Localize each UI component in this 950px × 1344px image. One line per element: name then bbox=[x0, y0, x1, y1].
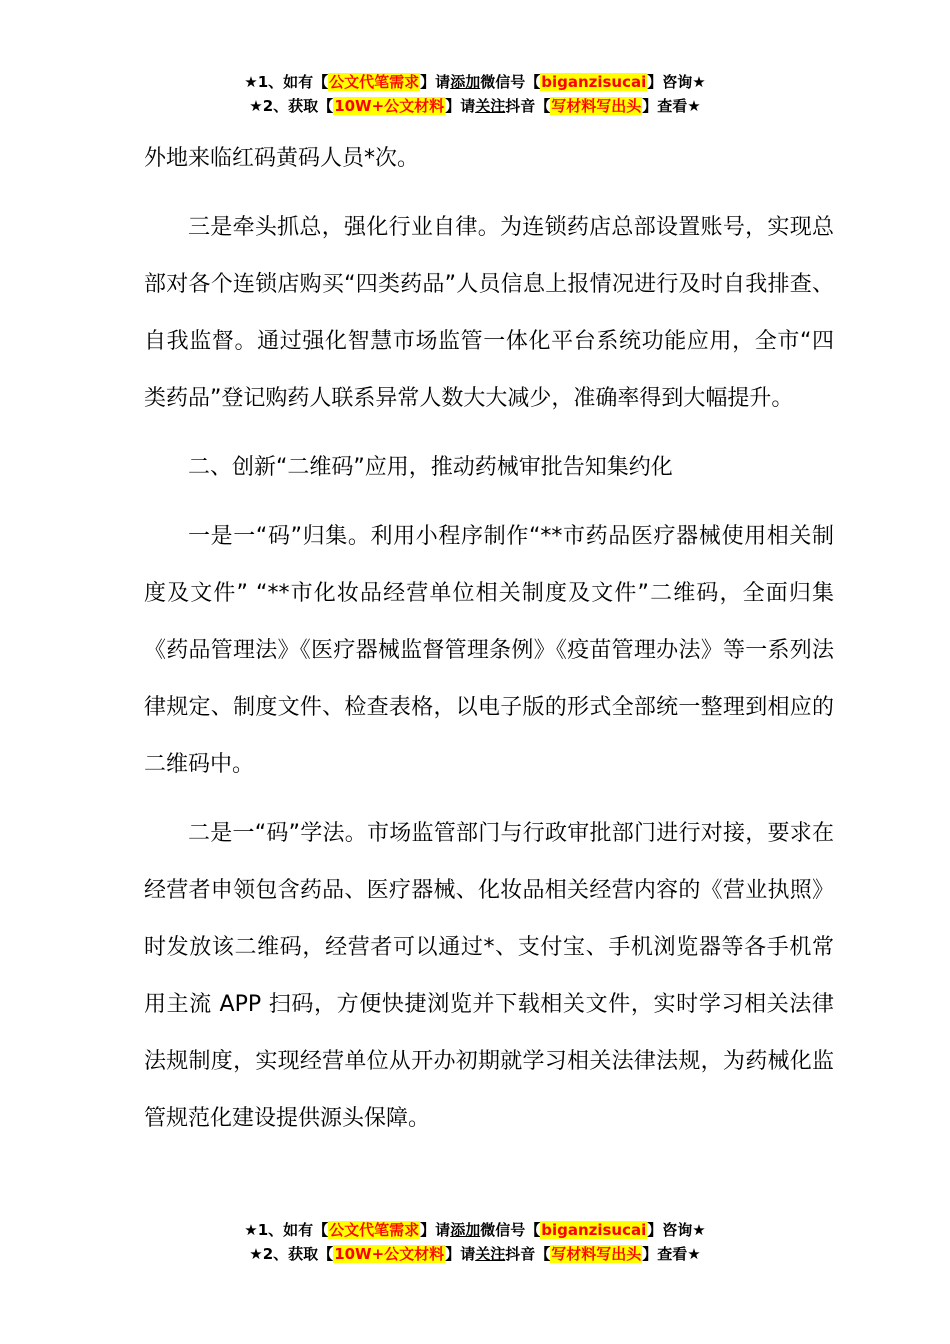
banner-text: 】咨询★ bbox=[647, 1221, 706, 1239]
banner-text: 微信号【 bbox=[480, 1221, 541, 1239]
banner-text: ★2、获取【 bbox=[249, 97, 334, 115]
banner-underline: 关注 bbox=[475, 1245, 506, 1263]
banner-line-2 bbox=[0, 1242, 950, 1266]
banner-text: 微信号【 bbox=[480, 73, 541, 91]
banner-text: 】请 bbox=[420, 73, 451, 91]
section-heading: 二、创新“二维码”应用，推动药械审批告知集约化 bbox=[188, 455, 673, 480]
banner-highlight: biganzisucai bbox=[541, 73, 647, 91]
document-body bbox=[144, 130, 834, 1147]
banner-text: 】请 bbox=[445, 1245, 476, 1263]
banner-text: ★2、获取【 bbox=[249, 1245, 334, 1263]
banner-highlight: 写材料写出头 bbox=[551, 1245, 642, 1263]
banner-text: 】查看★ bbox=[642, 1245, 701, 1263]
banner-underline: 添加 bbox=[450, 1221, 481, 1239]
banner-highlight: 10W+公文材料 bbox=[334, 97, 445, 115]
paragraph: 一是一“码”归集。利用小程序制作“**市药品医疗器械使用相关制度及文件” “**市化妆品经营单位相关制度及文件”二维码，全面归集《药品管理法》《医疗器械监督管理条例》《疫苗管理办法》等一系列法律规定、制度文件、检查表格，以电子版的形式全部统一整理到相应的二维码中。 bbox=[144, 524, 834, 777]
banner-underline: 关注 bbox=[475, 97, 506, 115]
banner-highlight: 公文代笔需求 bbox=[329, 1221, 420, 1239]
banner-underline: 添加 bbox=[450, 73, 481, 91]
header-banner bbox=[0, 70, 950, 118]
banner-line-2 bbox=[0, 94, 950, 118]
banner-text: ★1、如有【 bbox=[244, 1221, 329, 1239]
paragraph: 三是牵头抓总，强化行业自律。为连锁药店总部设置账号，实现总部对各个连锁店购买“四类药品”人员信息上报情况进行及时自我排查、自我监督。通过强化智慧市场监管一体化平台系统功能应用，全市“四类药品”登记购药人联系异常人数大大减少，准确率得到大幅提升。 bbox=[144, 215, 834, 411]
paragraph: 二是一“码”学法。市场监管部门与行政审批部门进行对接，要求在经营者申领包含药品、医疗器械、化妆品相关经营内容的《营业执照》时发放该二维码，经营者可以通过*、支付宝、手机浏览器等各手机常用主流 APP 扫码，方便快捷浏览并下载相关文件，实时学习相关法律法规制度，实现经营单位从开办初期就学习相关法律法规，为药械化监管规范化建设提供源头保障。 bbox=[144, 821, 834, 1131]
banner-text: 】咨询★ bbox=[647, 73, 706, 91]
banner-line-1 bbox=[0, 1218, 950, 1242]
banner-highlight: biganzisucai bbox=[541, 1221, 647, 1239]
banner-text: 抖音【 bbox=[505, 97, 551, 115]
banner-text: 】查看★ bbox=[642, 97, 701, 115]
banner-highlight: 公文代笔需求 bbox=[329, 73, 420, 91]
paragraph: 外地来临红码黄码人员*次。 bbox=[144, 146, 420, 171]
banner-text: 】请 bbox=[420, 1221, 451, 1239]
banner-highlight: 写材料写出头 bbox=[551, 97, 642, 115]
banner-text: 抖音【 bbox=[505, 1245, 551, 1263]
banner-text: ★1、如有【 bbox=[244, 73, 329, 91]
banner-text: 】请 bbox=[445, 97, 476, 115]
footer-banner bbox=[0, 1218, 950, 1266]
banner-line-1 bbox=[0, 70, 950, 94]
banner-highlight: 10W+公文材料 bbox=[334, 1245, 445, 1263]
